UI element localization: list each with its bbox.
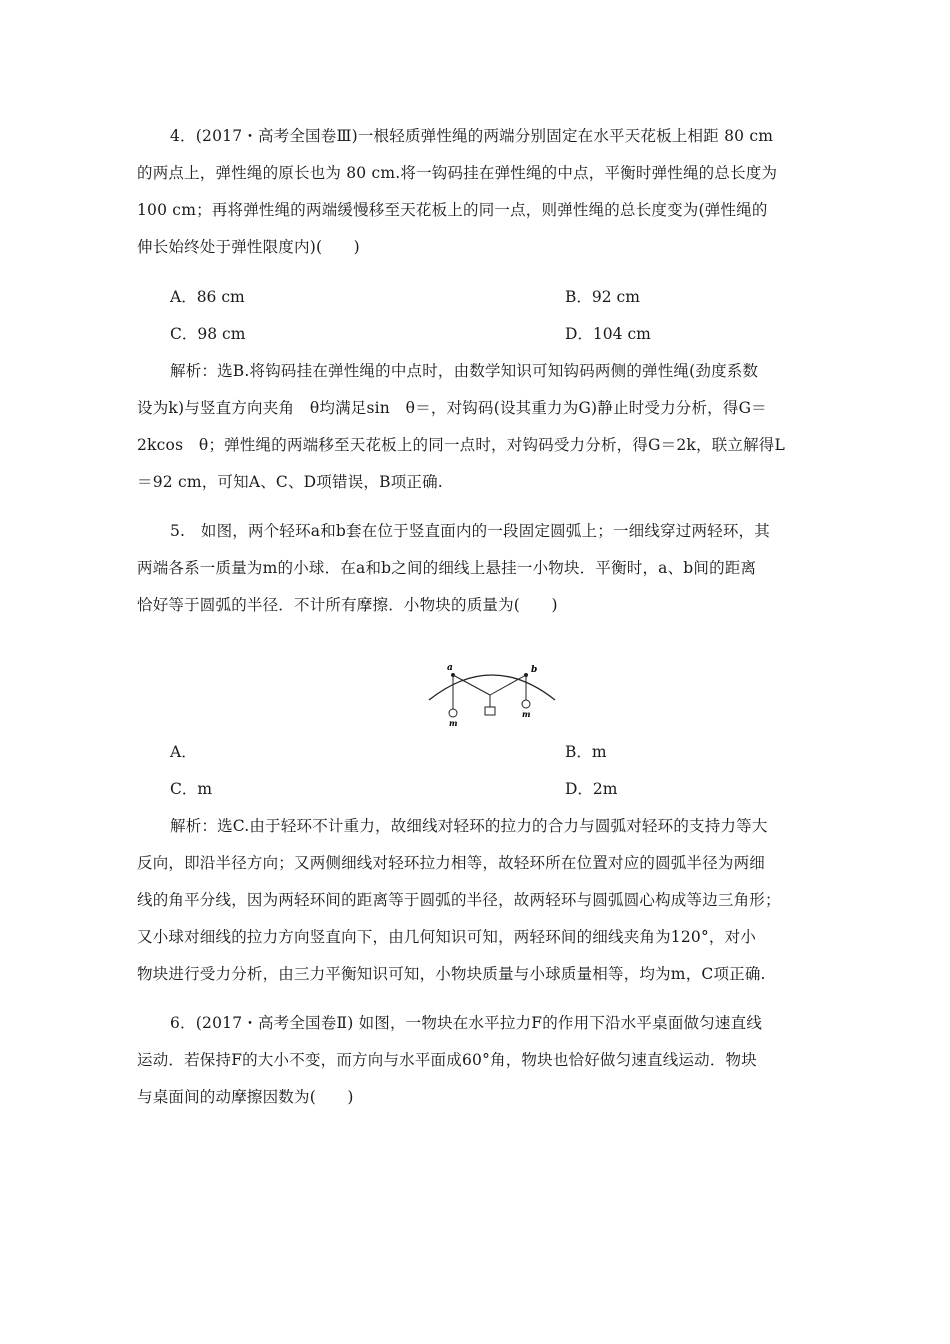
q5-analysis-line-3: 线的角平分线，因为两轻环间的距离等于圆弧的半径，故两轻环与圆弧圆心构成等边三角形； — [137, 891, 781, 909]
arc-rings-figure — [425, 660, 560, 730]
q4-analysis-line-1: 解析：选B.将钩码挂在弹性绳的中点时，由数学知识可知钩码两侧的弹性绳(劲度系数 — [170, 362, 759, 380]
q4-line-1: 4．(2017・高考全国卷Ⅲ)一根轻质弹性绳的两端分别固定在水平天花板上相距 80 cm — [170, 127, 774, 145]
q5-line-1: 5. 如图，两个轻环a和b套在位于竖直面内的一段固定圆弧上；一细线穿过两轻环，其 — [170, 522, 770, 540]
q5-option-c: C．m — [170, 780, 213, 798]
q5-analysis-line-1: 解析：选C.由于轻环不计重力，故细线对轻环的拉力的合力与圆弧对轻环的支持力等大 — [170, 817, 768, 835]
q4-option-d: D．104 cm — [565, 325, 651, 343]
q4-analysis-line-4: ＝92 cm，可知A、C、D项错误，B项正确. — [137, 473, 443, 491]
q5-analysis-line-2: 反向，即沿半径方向；又两侧细线对轻环拉力相等，故轻环所在位置对应的圆弧半径为两细 — [137, 854, 766, 872]
ball-right — [522, 700, 530, 708]
label-m-left: m — [449, 718, 458, 728]
label-m-right: m — [522, 709, 531, 719]
q4-line-4: 伸长始终处于弹性限度内)( ) — [137, 238, 360, 256]
ball-left — [449, 709, 457, 717]
fixed-arc — [429, 675, 555, 700]
label-a: a — [447, 663, 453, 673]
q6-line-3: 与桌面间的动摩擦因数为( ) — [137, 1088, 354, 1106]
small-block — [485, 707, 495, 715]
q6-line-1: 6．(2017・高考全国卷Ⅱ) 如图，一物块在水平拉力F的作用下沿水平桌面做匀速直线 — [170, 1014, 763, 1032]
q6-line-2: 运动．若保持F的大小不变，而方向与水平面成60°角，物块也恰好做匀速直线运动．物块 — [137, 1051, 757, 1069]
q5-option-a: A． — [170, 743, 197, 761]
q5-option-d: D．2m — [565, 780, 618, 798]
string-right — [490, 675, 526, 695]
q4-line-3: 100 cm；再将弹性绳的两端缓慢移至天花板上的同一点，则弹性绳的总长度变为(弹性绳的 — [137, 201, 768, 219]
q5-analysis-line-5: 物块进行受力分析，由三力平衡知识可知，小物块质量与小球质量相等，均为m，C项正确. — [137, 965, 766, 983]
q5-line-2: 两端各系一质量为m的小球．在a和b之间的细线上悬挂一小物块．平衡时，a、b间的距离 — [137, 559, 757, 577]
q5-analysis-line-4: 又小球对细线的拉力方向竖直向下，由几何知识可知，两轻环间的细线夹角为120°，对小 — [137, 928, 757, 946]
label-b: b — [531, 665, 538, 675]
q4-analysis-line-2: 设为k)与竖直方向夹角 θ均满足sin θ＝，对钩码(设其重力为G)静止时受力分析，得G＝ — [137, 399, 767, 417]
q4-option-a: A．86 cm — [170, 288, 245, 306]
q4-line-2: 的两点上，弹性绳的原长也为 80 cm.将一钩码挂在弹性绳的中点，平衡时弹性绳的总长度为 — [137, 164, 778, 182]
q4-option-c: C．98 cm — [170, 325, 246, 343]
q4-option-b: B．92 cm — [565, 288, 640, 306]
q4-analysis-line-3: 2kcos θ；弹性绳的两端移至天花板上的同一点时，对钩码受力分析，得G＝2k，联立解得L — [137, 436, 785, 454]
q5-line-3: 恰好等于圆弧的半径．不计所有摩擦．小物块的质量为( ) — [137, 596, 558, 614]
q5-option-b: B．m — [565, 743, 607, 761]
